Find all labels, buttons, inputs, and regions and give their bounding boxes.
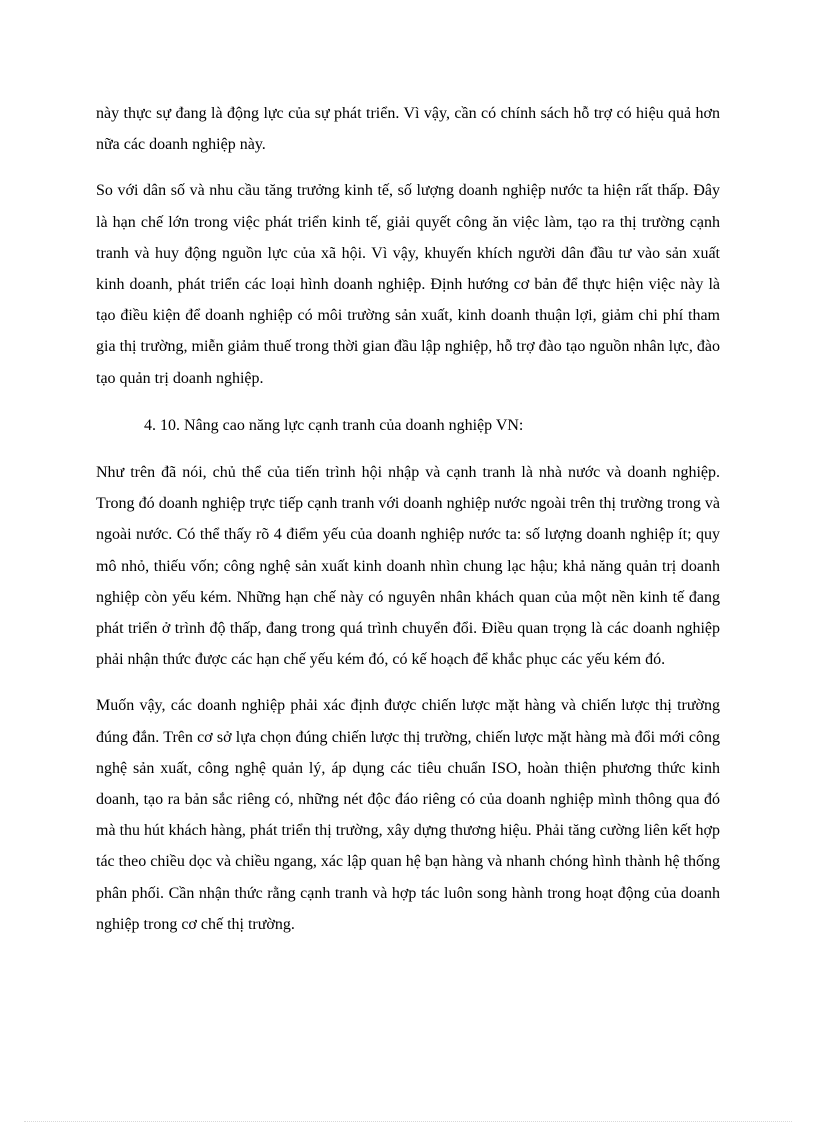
section-heading: 4. 10. Nâng cao năng lực cạnh tranh của doanh nghiệp VN: <box>144 416 524 434</box>
page-bottom-divider <box>24 1121 792 1122</box>
document-body <box>96 98 720 940</box>
paragraph-continuation: này thực sự đang là động lực của sự phát triển. Vì vậy, cần có chính sách hỗ trợ có hiệu quả hơn nữa các doanh nghiệp này. <box>96 105 720 154</box>
paragraph-weaknesses: Như trên đã nói, chủ thể của tiến trình hội nhập và cạnh tranh là nhà nước và doanh nghiệp. Trong đó doanh nghiệp trực tiếp cạnh tranh với doanh nghiệp nước ngoài trên thị trường trong và ngoài nước. Có thể thấy rõ 4 điểm yếu của doanh nghiệp nước ta: số lượng doanh nghiệp ít; quy mô nhỏ, thiếu vốn; công nghệ sản xuất kinh doanh nhìn chung lạc hậu; khả năng quản trị doanh nghiệp còn yếu kém. Những hạn chế này có nguyên nhân khách quan của một nền kinh tế đang phát triển ở trình độ thấp, đang trong quá trình chuyển đổi. Điều quan trọng là các doanh nghiệp phải nhận thức được các hạn chế yếu kém đó, có kế hoạch để khắc phục các yếu kém đó. <box>96 464 720 669</box>
paragraph-strategy: Muốn vậy, các doanh nghiệp phải xác định được chiến lược mặt hàng và chiến lược thị trường đúng đắn. Trên cơ sở lựa chọn đúng chiến lược thị trường, chiến lược mặt hàng mà đổi mới công nghệ sản xuất, công nghệ quản lý, áp dụng các tiêu chuẩn ISO, hoàn thiện phương thức kinh doanh, tạo ra bản sắc riêng có, những nét độc đáo riêng có của doanh nghiệp mình thông qua đó mà thu hút khách hàng, phát triển thị trường, xây dựng thương hiệu. Phải tăng cường liên kết hợp tác theo chiều dọc và chiều ngang, xác lập quan hệ bạn hàng và nhanh chóng hình thành hệ thống phân phối. Cần nhận thức rằng cạnh tranh và hợp tác luôn song hành trong hoạt động của doanh nghiệp trong cơ chế thị trường. <box>96 697 720 933</box>
paragraph-business-count: So với dân số và nhu cầu tăng trưởng kinh tế, số lượng doanh nghiệp nước ta hiện rất thấp. Đây là hạn chế lớn trong việc phát triển kinh tế, giải quyết công ăn việc làm, tạo ra thị trường cạnh tranh và huy động nguồn lực của xã hội. Vì vậy, khuyến khích người dân đầu tư vào sản xuất kinh doanh, phát triển các loại hình doanh nghiệp. Định hướng cơ bản để thực hiện việc này là tạo điều kiện để doanh nghiệp có môi trường sản xuất, kinh doanh thuận lợi, giảm chi phí tham gia thị trường, miễn giảm thuế trong thời gian đầu lập nghiệp, hỗ trợ đào tạo nguồn nhân lực, đào tạo quản trị doanh nghiệp. <box>96 182 720 387</box>
